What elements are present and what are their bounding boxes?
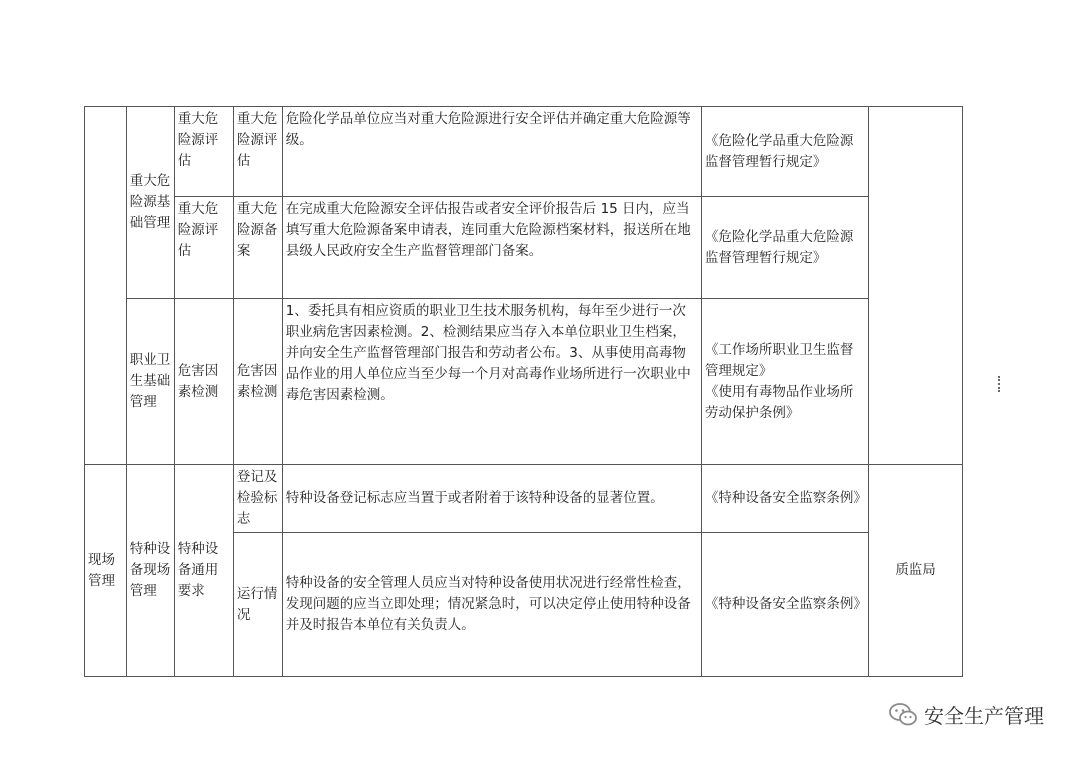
item-cell: 危害因素检测 (174, 299, 233, 465)
subitem-cell: 危害因素检测 (233, 299, 282, 465)
wechat-icon (888, 702, 918, 728)
basis-cell: 《危险化学品重大危险源监督管理暂行规定》 (701, 107, 868, 197)
category-cell: 现场管理 (85, 465, 127, 677)
basis-cell: 《工作场所职业卫生监督管理规定》 《使用有毒物品作业场所劳动保护条例》 (701, 299, 868, 465)
subitem-cell: 运行情况 (233, 533, 282, 677)
footer-brand (888, 700, 1044, 729)
table-row (85, 465, 963, 533)
subcategory-cell: 特种设备现场管理 (126, 465, 174, 677)
basis-cell: 《特种设备安全监察条例》 (701, 533, 868, 677)
requirement-cell: 特种设备的安全管理人员应当对特种设备使用状况进行经常性检查，发现问题的应当立即处理；情况紧急时，可以决定停止使用特种设备并及时报告本单位有关负责人。 (282, 533, 701, 677)
brand-name: 安全生产管理 (924, 704, 1044, 728)
table-row (85, 299, 963, 465)
basis-cell: 《特种设备安全监察条例》 (701, 465, 868, 533)
subitem-cell: 重大危险源评估 (233, 107, 282, 197)
item-cell: 重大危险源评估 (174, 197, 233, 299)
table-row (85, 197, 963, 299)
table-row (85, 107, 963, 197)
subitem-cell: 重大危险源备案 (233, 197, 282, 299)
subcategory-cell: 职业卫生基础管理 (126, 299, 174, 465)
item-cell: 重大危险源评估 (174, 107, 233, 197)
subcategory-cell: 重大危险源基础管理 (126, 107, 174, 299)
subitem-cell: 登记及检验标志 (233, 465, 282, 533)
requirement-cell: 在完成重大危险源安全评估报告或者安全评价报告后 15 日内，应当填写重大危险源备案申请表，连同重大危险源档案材料，报送所在地县级人民政府安全生产监督管理部门备案。 (282, 197, 701, 299)
item-cell: 特种设备通用要求 (174, 465, 233, 677)
department-cell (869, 107, 963, 465)
page-edge-mark (998, 376, 1004, 392)
regulation-table (84, 106, 963, 677)
requirement-cell: 特种设备登记标志应当置于或者附着于该特种设备的显著位置。 (282, 465, 701, 533)
basis-cell: 《危险化学品重大危险源监督管理暂行规定》 (701, 197, 868, 299)
department-cell: 质监局 (869, 465, 963, 677)
requirement-cell: 危险化学品单位应当对重大危险源进行安全评估并确定重大危险源等级。 (282, 107, 701, 197)
category-cell (85, 107, 127, 465)
requirement-cell: 1、委托具有相应资质的职业卫生技术服务机构，每年至少进行一次职业病危害因素检测。2、检测结果应当存入本单位职业卫生档案，并向安全生产监督管理部门报告和劳动者公布。3、从事使用高毒物品作业的用人单位应当至少每一个月对高毒作业场所进行一次职业中毒危害因素检测。 (282, 299, 701, 465)
